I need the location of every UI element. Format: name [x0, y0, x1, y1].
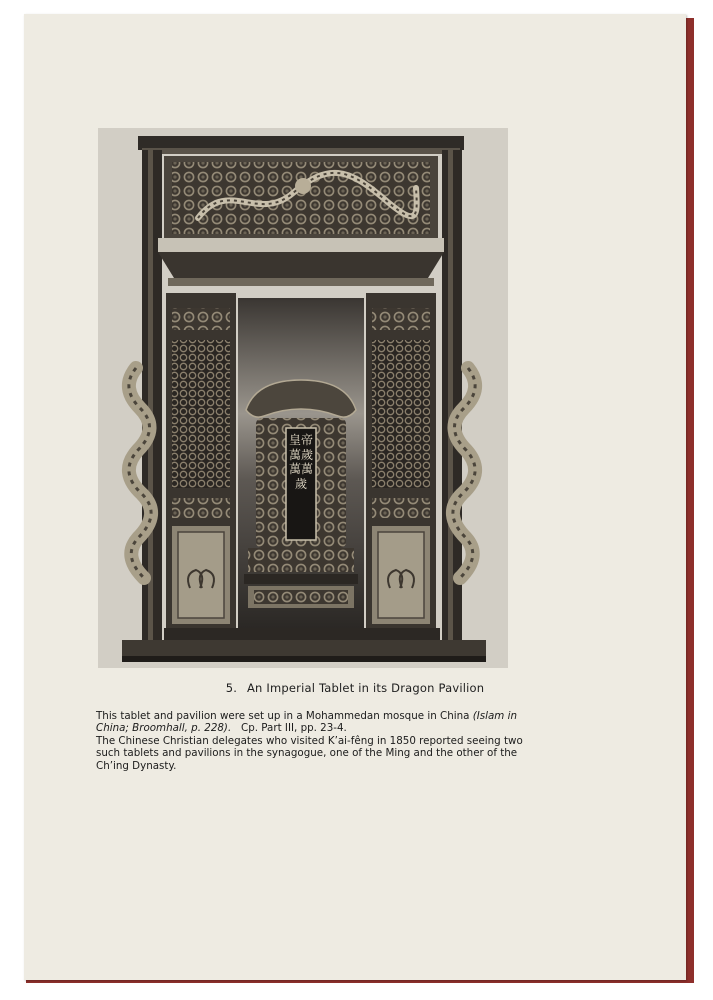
plate-title: An Imperial Tablet in its Dragon Pavilion	[246, 681, 485, 695]
photograph-imperial-tablet-pavilion	[98, 128, 508, 668]
p1-citation: (Islam in China; Broomhall, p. 228).	[96, 710, 517, 735]
plate-number: 5.	[225, 681, 238, 695]
body-paragraph-1	[96, 710, 536, 735]
tablet-inscription: 皇帝萬歲萬萬歲	[288, 433, 313, 491]
body-paragraph-2: The Chinese Christian delegates who visited K’ai-fêng in 1850 reported seeing two such tablets and pavilions in the synagogue, one of the Ming and the other of the Ch’ing Dynasty.	[96, 734, 523, 772]
p1-lead: This tablet and pavilion were set up in a Mohammedan mosque in China	[96, 710, 473, 722]
p1-tail: Cp. Part III, pp. 23-4.	[231, 722, 347, 735]
caption-body	[96, 710, 536, 772]
plate-caption	[24, 681, 686, 695]
